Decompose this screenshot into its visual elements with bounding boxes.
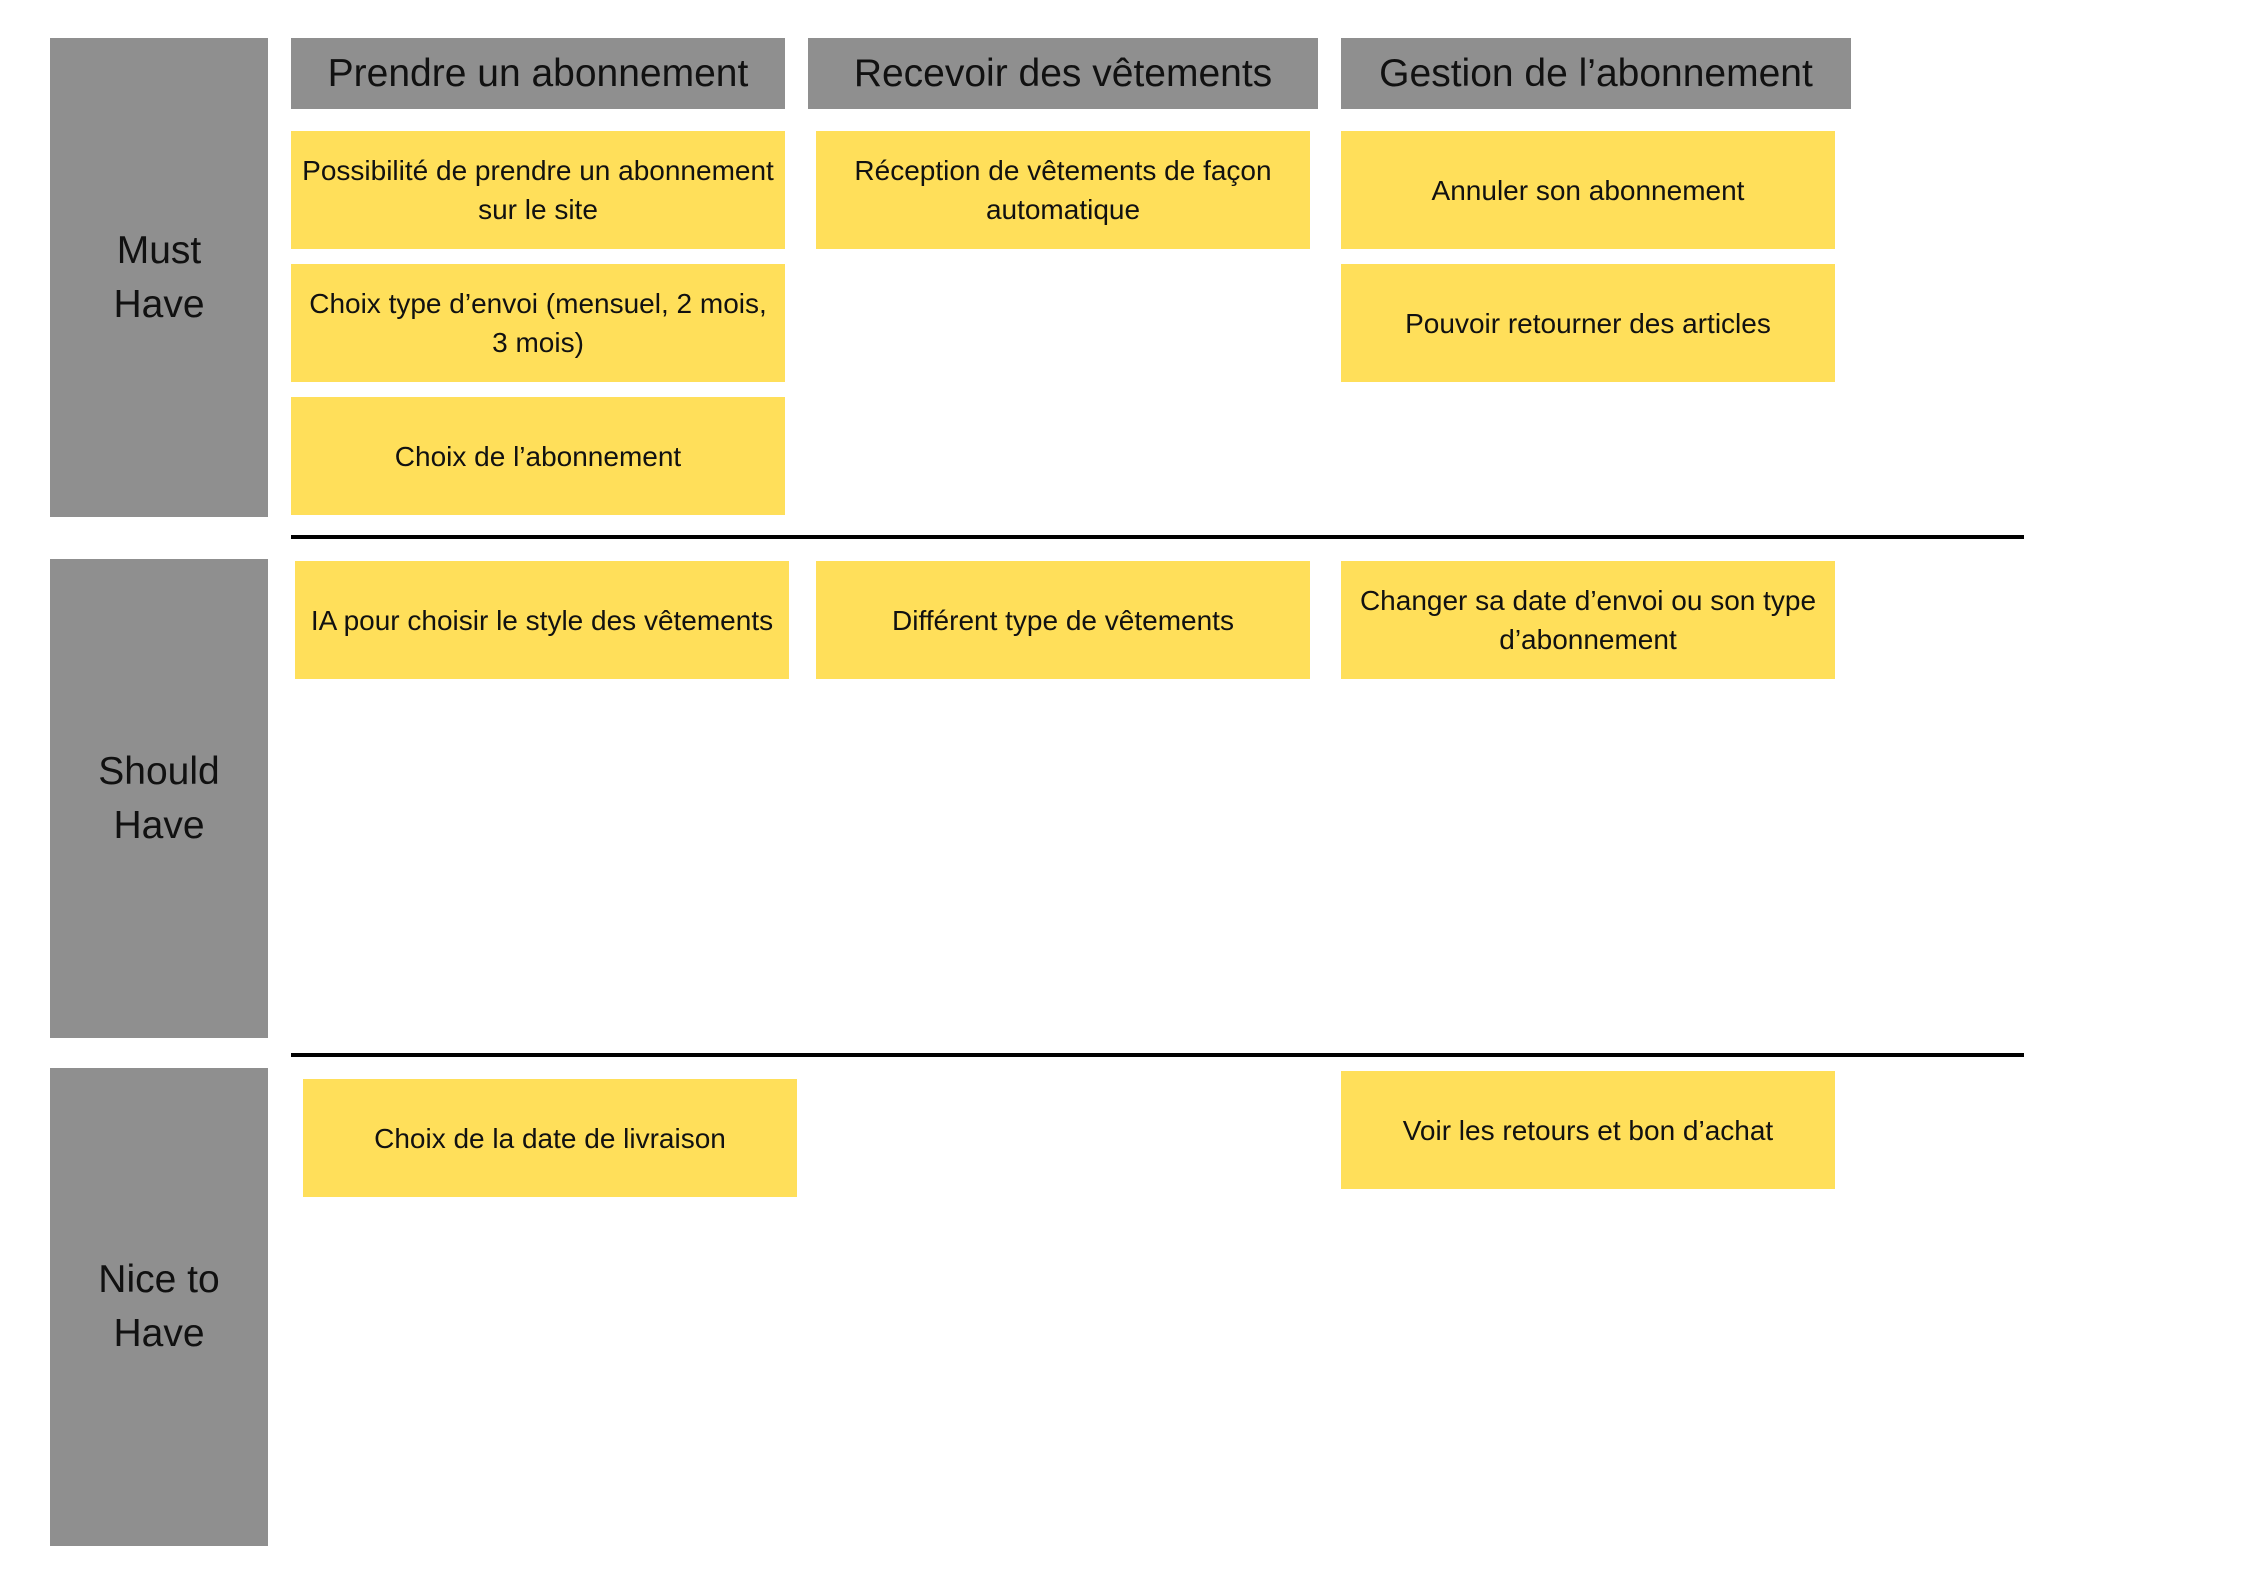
card-should-manage-1: Changer sa date d’envoi ou son type d’abonnement (1341, 561, 1835, 679)
column-header-receive: Recevoir des vêtements (808, 38, 1318, 109)
card-must-subscribe-1: Possibilité de prendre un abonnement sur le site (291, 131, 785, 249)
priority-nice-to-have: Nice to Have (50, 1068, 268, 1546)
column-header-manage: Gestion de l’abonnement (1341, 38, 1851, 109)
card-must-receive-1: Réception de vêtements de façon automatique (816, 131, 1310, 249)
card-should-receive-1: Différent type de vêtements (816, 561, 1310, 679)
priority-must-have: Must Have (50, 38, 268, 517)
card-nice-manage-1: Voir les retours et bon d’achat (1341, 1071, 1835, 1189)
card-must-manage-1: Annuler son abonnement (1341, 131, 1835, 249)
card-should-subscribe-1: IA pour choisir le style des vêtements (295, 561, 789, 679)
priority-should-have: Should Have (50, 559, 268, 1038)
card-must-subscribe-3: Choix de l’abonnement (291, 397, 785, 515)
card-must-subscribe-2: Choix type d’envoi (mensuel, 2 mois, 3 mois) (291, 264, 785, 382)
section-divider-2 (291, 1053, 2024, 1057)
card-must-manage-2: Pouvoir retourner des articles (1341, 264, 1835, 382)
column-header-subscribe: Prendre un abonnement (291, 38, 785, 109)
card-nice-subscribe-1: Choix de la date de livraison (303, 1079, 797, 1197)
section-divider-1 (291, 535, 2024, 539)
